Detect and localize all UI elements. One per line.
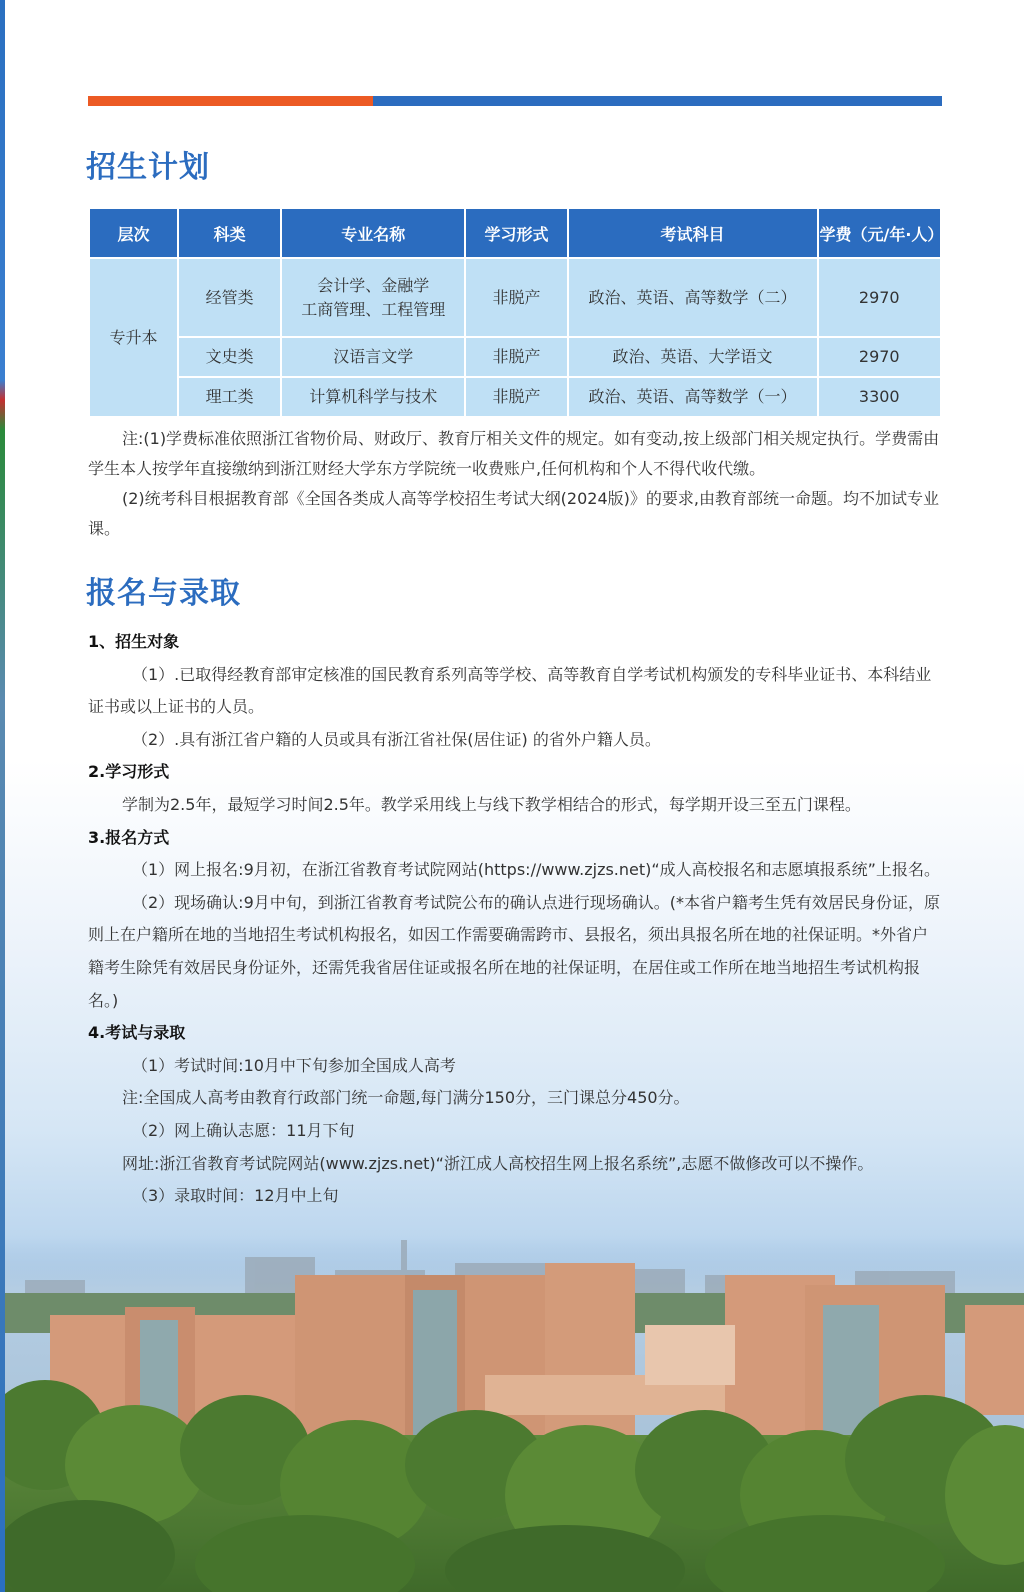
major-line: 会计学、金融学 [317, 275, 430, 295]
plan-notes [88, 424, 942, 544]
category-cell: 文史类 [178, 337, 281, 377]
accent-bar-blue [373, 96, 942, 106]
note-tuition: 注:(1)学费标准依照浙江省物价局、财政厅、教育厅相关文件的规定。如有变动,按上级部门相关规定执行。学费需由学生本人按学年直接缴纳到浙江财经大学东方学院统一收费账户,任何机构和个人不得代收代缴。 [88, 429, 940, 478]
study-mode-cell: 非脱产 [465, 377, 567, 417]
level-cell: 专升本 [89, 258, 178, 417]
campus-photo [5, 1235, 1024, 1592]
major-line: 工商管理、工程管理 [301, 299, 446, 319]
target-item-2: （2）.具有浙江省户籍的人员或具有浙江省社保(居住证) 的省外户籍人员。 [132, 729, 661, 749]
note-exam-subjects: (2)统考科目根据教育部《全国各类成人高等学校招生考试大纲(2024版)》的要求,由教育部统一命题。均不加试专业课。 [88, 489, 939, 538]
exam-time: （1）考试时间:10月中下旬参加全国成人高考 [132, 1055, 456, 1075]
top-accent-bar [88, 96, 942, 106]
study-mode-text: 学制为2.5年，最短学习时间2.5年。教学采用线上与线下教学相结合的形式，每学期开设三至五门课程。 [122, 794, 861, 814]
website-note: 网址:浙江省教育考试院网站(www.zjzs.net)“浙江成人高校招生网上报名系统”,志愿不做修改可以不操作。 [122, 1153, 874, 1173]
enrollment-plan-table [88, 207, 942, 418]
header-exam-subjects: 考试科目 [568, 208, 818, 258]
tuition-cell: 3300 [818, 377, 942, 417]
header-tuition: 学费（元/年·人） [818, 208, 942, 258]
admission-time: （3）录取时间：12月中上旬 [132, 1186, 339, 1206]
exam-subjects-cell: 政治、英语、高等数学（一） [568, 377, 818, 417]
tuition-cell: 2970 [818, 258, 942, 337]
table-row [89, 377, 941, 417]
table-header-row [89, 208, 941, 258]
admission-title: 报名与录取 [86, 576, 241, 611]
section-heading-registration: 3.报名方式 [88, 827, 170, 847]
section-heading-study-mode: 2.学习形式 [88, 762, 170, 782]
exam-subjects-cell: 政治、英语、高等数学（二） [568, 258, 818, 337]
exam-note: 注:全国成人高考由教育行政部门统一命题,每门满分150分，三门课总分450分。 [122, 1088, 690, 1108]
enrollment-plan-title: 招生计划 [86, 150, 210, 185]
tuition-cell: 2970 [818, 337, 942, 377]
header-study-mode: 学习形式 [465, 208, 567, 258]
study-mode-cell: 非脱产 [465, 337, 567, 377]
target-item-1: （1）.已取得经教育部审定核准的国民教育系列高等学校、高等教育自学考试机构颁发的专科毕业证书、本科结业证书或以上证书的人员。 [88, 664, 932, 717]
accent-bar-orange [88, 96, 373, 106]
study-mode-cell: 非脱产 [465, 258, 567, 337]
admission-content [88, 626, 942, 1213]
section-heading-target: 1、招生对象 [88, 632, 180, 651]
section-heading-exam: 4.考试与录取 [88, 1023, 186, 1043]
header-major: 专业名称 [281, 208, 465, 258]
major-cell [281, 258, 465, 337]
table-row [89, 337, 941, 377]
exam-subjects-cell: 政治、英语、大学语文 [568, 337, 818, 377]
registration-online: （1）网上报名:9月初，在浙江省教育考试院网站(https://www.zjzs.net)“成人高校报名和志愿填报系统”上报名。 [132, 860, 940, 880]
category-cell: 经管类 [178, 258, 281, 337]
header-category: 科类 [178, 208, 281, 258]
confirm-preference: （2）网上确认志愿：11月下旬 [132, 1120, 355, 1140]
header-level: 层次 [89, 208, 178, 258]
table-row [89, 258, 941, 337]
major-cell: 汉语言文学 [281, 337, 465, 377]
registration-onsite: （2）现场确认:9月中旬，到浙江省教育考试院公布的确认点进行现场确认。(*本省户籍考生凭有效居民身份证，原则上在户籍所在地的当地招生考试机构报名，如因工作需要确需跨市、县报名，须出具报名所在地的社保证明。*外省户籍考生除凭有效居民身份证外，还需凭我省居住证或报名所在地的社保证明，在居住或工作所在地当地招生考试机构报名。) [88, 892, 940, 1010]
major-cell: 计算机科学与技术 [281, 377, 465, 417]
category-cell: 理工类 [178, 377, 281, 417]
